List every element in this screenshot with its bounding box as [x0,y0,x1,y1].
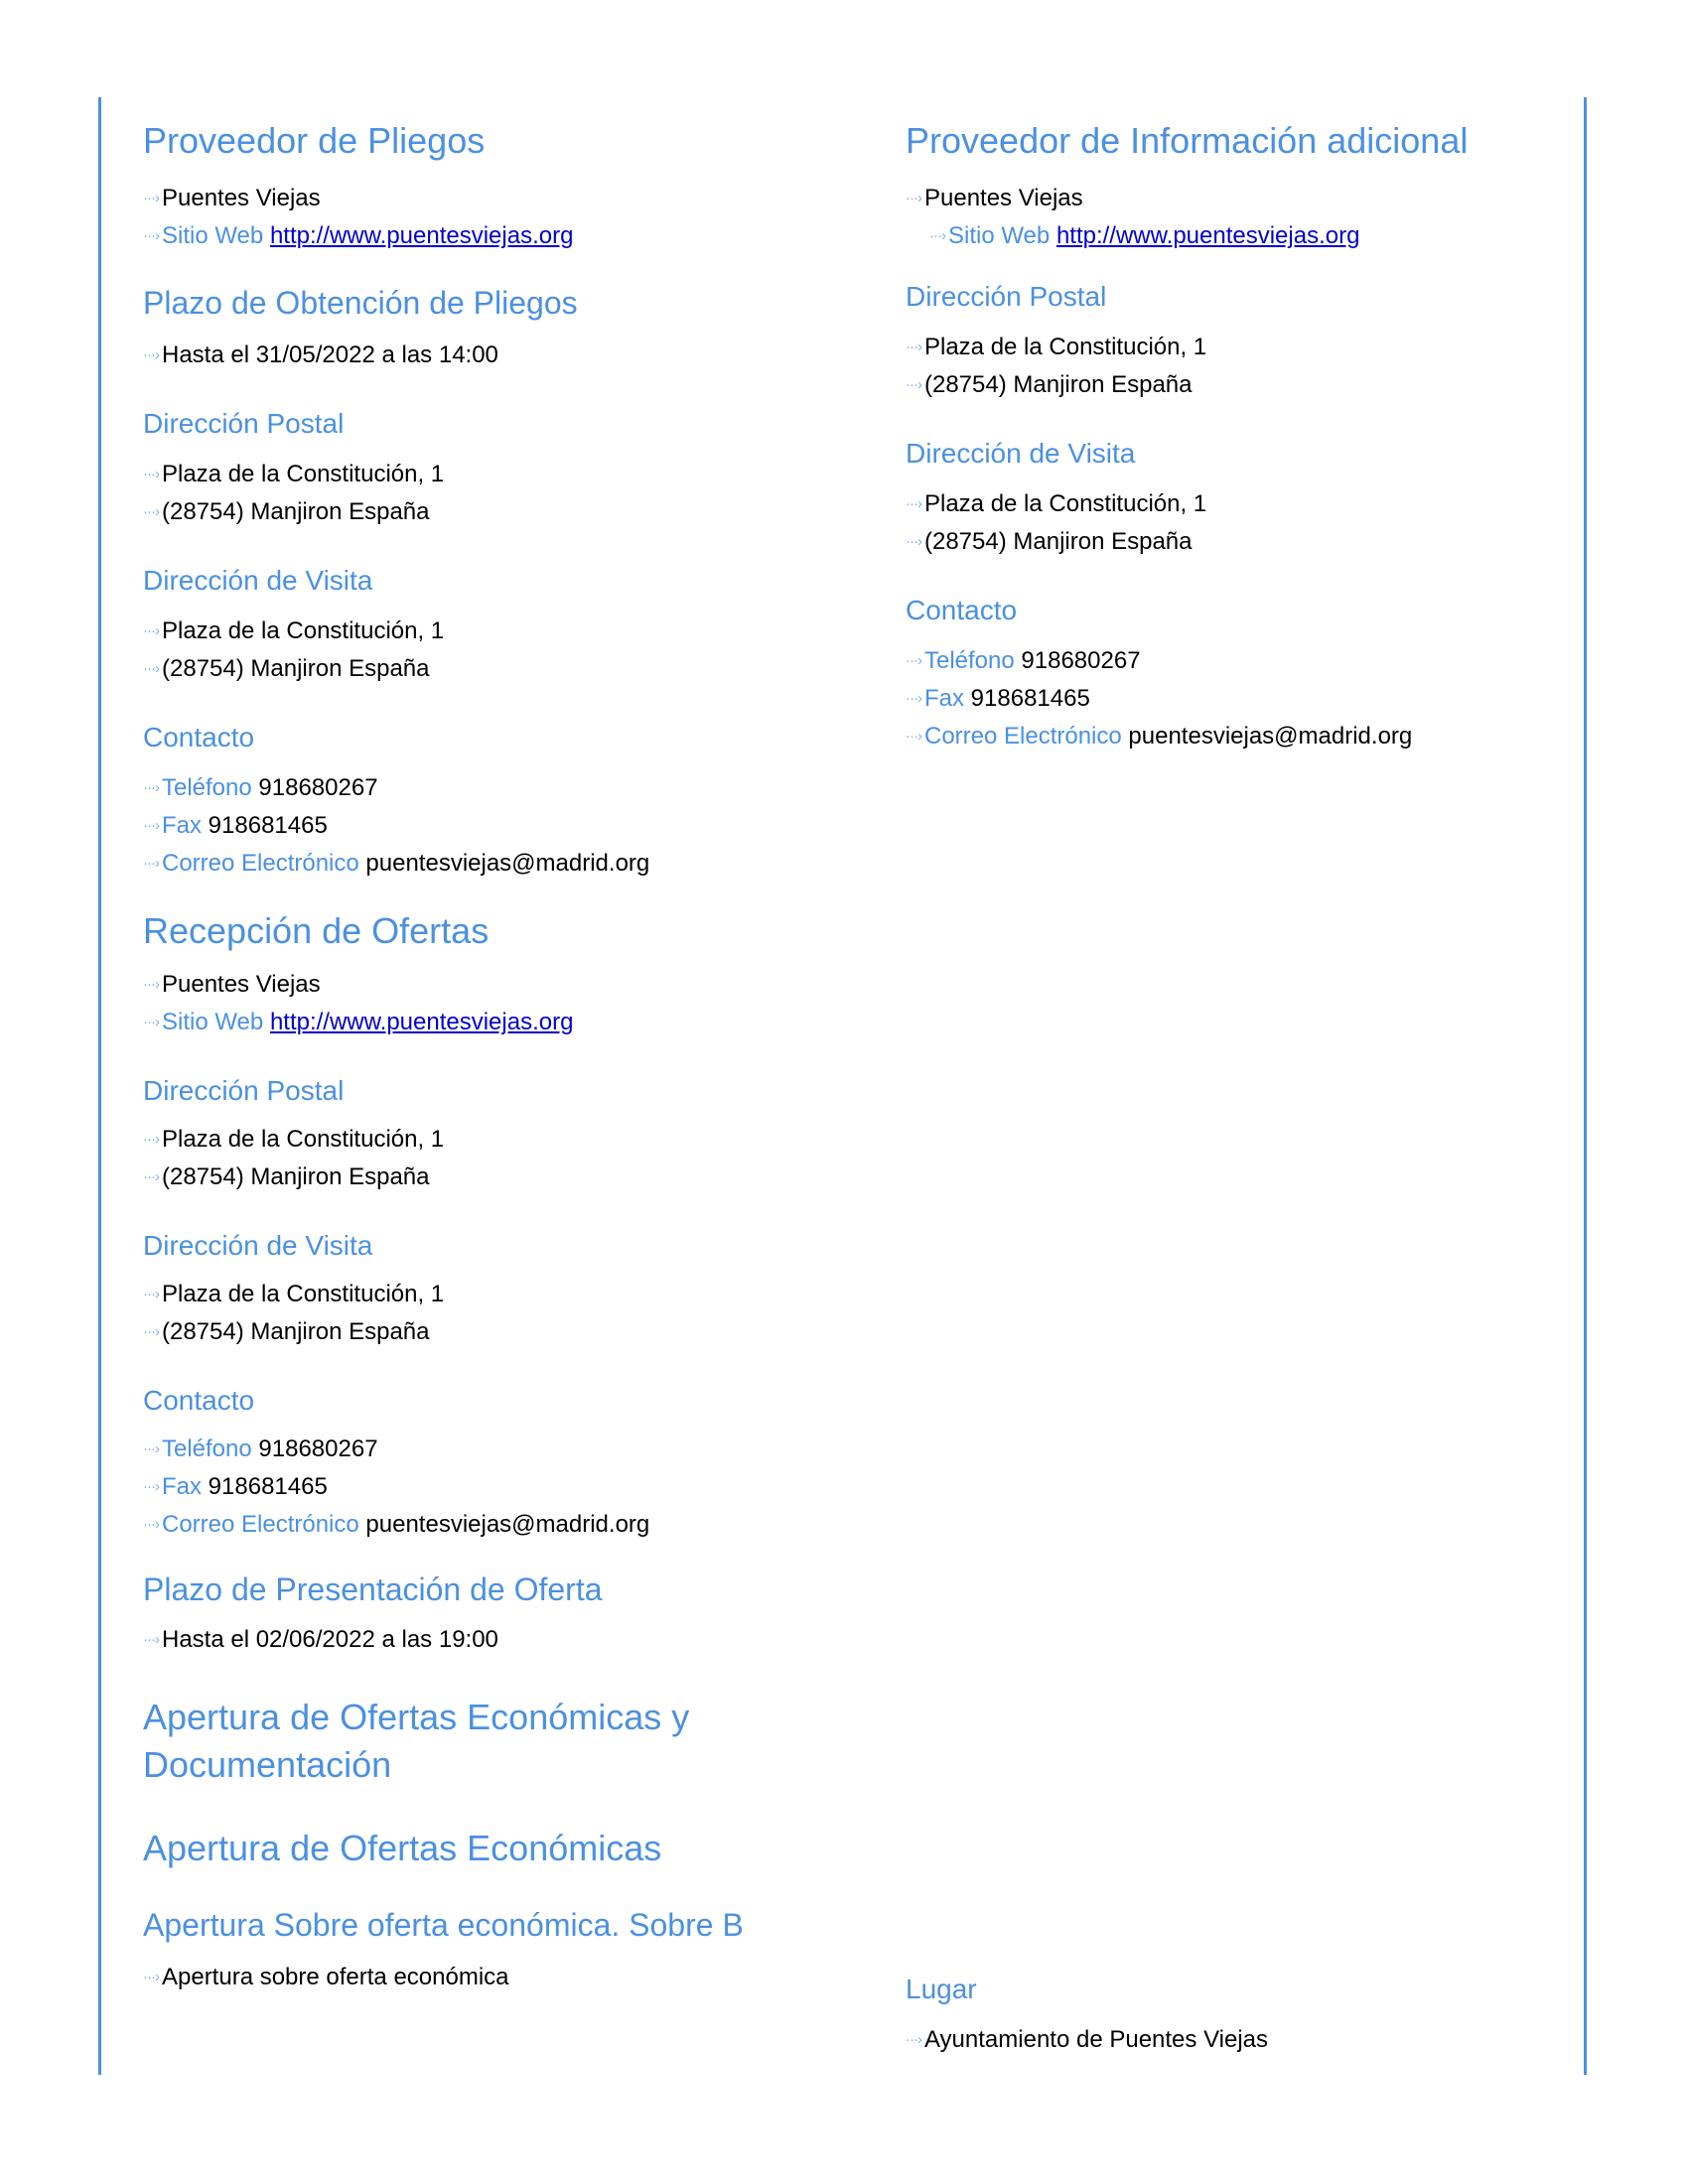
list-item: ···› (28754) Manjiron España [143,1163,430,1190]
list-item: ···› Teléfono 918680267 [906,647,1141,674]
section-title: Dirección Postal [143,1075,345,1106]
list-item: ···› Plaza de la Constitución, 1 [906,490,1207,517]
list-item: ···› (28754) Manjiron España [143,655,430,682]
dotted-arrow-icon: ···› [143,622,159,639]
section-title: Apertura de Ofertas Económicas [143,1828,662,1868]
dotted-arrow-icon: ···› [143,1516,159,1533]
list-item: ···› Hasta el 31/05/2022 a las 14:00 [143,341,498,368]
dotted-arrow-icon: ···› [143,1969,159,1985]
dotted-arrow-icon: ···› [143,817,159,834]
list-item: ···› Plaza de la Constitución, 1 [143,1126,445,1153]
list-item: ···› Fax 918681465 [906,685,1090,712]
list-item: ···› (28754) Manjiron España [143,498,430,525]
dotted-arrow-icon: ···› [143,660,159,677]
dotted-arrow-icon: ···› [906,495,921,512]
list-item: ···› Plaza de la Constitución, 1 [143,461,445,487]
section-title: Contacto [143,1385,255,1416]
list-item: ···› Plaza de la Constitución, 1 [906,334,1207,360]
section-title: Dirección de Visita [143,565,373,596]
dotted-arrow-icon: ···› [143,976,159,993]
dotted-arrow-icon: ···› [143,1478,159,1495]
list-item: ···› Teléfono 918680267 [143,774,378,801]
list-item: ···› Sitio Web http://www.puentesviejas.org [929,222,1360,249]
dotted-arrow-icon: ···› [143,466,159,482]
section-title: Dirección de Visita [906,438,1136,469]
dotted-arrow-icon: ···› [143,1014,159,1030]
list-item: ···› Plaza de la Constitución, 1 [143,617,445,644]
list-item: ···› Apertura sobre oferta económica [143,1964,509,1990]
dotted-arrow-icon: ···› [143,346,159,363]
list-item: ···› Hasta el 02/06/2022 a las 19:00 [143,1626,498,1653]
section-title: Dirección Postal [906,281,1107,312]
section-title: Dirección Postal [143,408,345,439]
list-item: ···› Correo Electrónico puentesviejas@madrid.org [906,723,1413,750]
dotted-arrow-icon: ···› [143,1168,159,1185]
dotted-arrow-icon: ···› [143,1131,159,1148]
dotted-arrow-icon: ···› [143,1440,159,1457]
right-column [906,117,1561,756]
list-item: ···› Sitio Web http://www.puentesviejas.org [143,1009,574,1035]
section-title: Recepción de Ofertas [143,910,490,951]
lugar-section [906,1971,1561,2060]
dotted-arrow-icon: ···› [906,652,921,669]
list-item: ···› Puentes Viejas [143,185,321,211]
list-item: ···› (28754) Manjiron España [906,371,1193,398]
dotted-arrow-icon: ···› [143,1286,159,1302]
dotted-arrow-icon: ···› [143,855,159,872]
section-title: Lugar [906,1974,977,2004]
dotted-arrow-icon: ···› [906,376,921,393]
dotted-arrow-icon: ···› [143,190,159,206]
list-item: ···› Puentes Viejas [906,185,1083,211]
list-item: ···› Correo Electrónico puentesviejas@madrid.org [143,850,650,877]
section-title: Apertura de Ofertas Económicas y Documentación [143,1697,690,1785]
dotted-arrow-icon: ···› [929,227,945,244]
dotted-arrow-icon: ···› [143,1323,159,1340]
dotted-arrow-icon: ···› [143,779,159,796]
section-title: Proveedor de Pliegos [143,120,486,161]
right-border-rule [1584,97,1587,2075]
section-title: Dirección de Visita [143,1230,373,1261]
list-item: ···› Ayuntamiento de Puentes Viejas [906,2026,1269,2053]
section-title: Apertura Sobre oferta económica. Sobre B [143,1907,744,1943]
dotted-arrow-icon: ···› [906,533,921,550]
section-title: Contacto [143,722,255,752]
list-item: ···› Correo Electrónico puentesviejas@madrid.org [143,1511,650,1538]
list-item: ···› Puentes Viejas [143,971,321,998]
dotted-arrow-icon: ···› [906,2031,921,2048]
website-link[interactable]: http://www.puentesviejas.org [1055,222,1360,249]
list-item: ···› Plaza de la Constitución, 1 [143,1281,445,1307]
proveedor-pliegos-section [143,117,898,165]
list-item: ···› (28754) Manjiron España [906,528,1193,555]
section-title: Proveedor de Información adicional [906,120,1469,161]
dotted-arrow-icon: ···› [906,339,921,355]
left-border-rule [98,97,101,2075]
website-link[interactable]: http://www.puentesviejas.org [269,222,574,249]
dotted-arrow-icon: ···› [143,503,159,520]
list-item: ···› (28754) Manjiron España [143,1318,430,1345]
section-title: Plazo de Presentación de Oferta [143,1571,603,1607]
left-column [143,117,898,1997]
list-item: ···› Teléfono 918680267 [143,1435,378,1462]
dotted-arrow-icon: ···› [906,690,921,707]
list-item: ···› Sitio Web http://www.puentesviejas.org [143,222,574,249]
section-title: Plazo de Obtención de Pliegos [143,285,578,321]
dotted-arrow-icon: ···› [906,728,921,745]
section-title: Contacto [906,595,1018,625]
dotted-arrow-icon: ···› [906,190,921,206]
dotted-arrow-icon: ···› [143,227,159,244]
dotted-arrow-icon: ···› [143,1631,159,1648]
list-item: ···› Fax 918681465 [143,1473,328,1500]
website-link[interactable]: http://www.puentesviejas.org [269,1009,574,1035]
list-item: ···› Fax 918681465 [143,812,328,839]
